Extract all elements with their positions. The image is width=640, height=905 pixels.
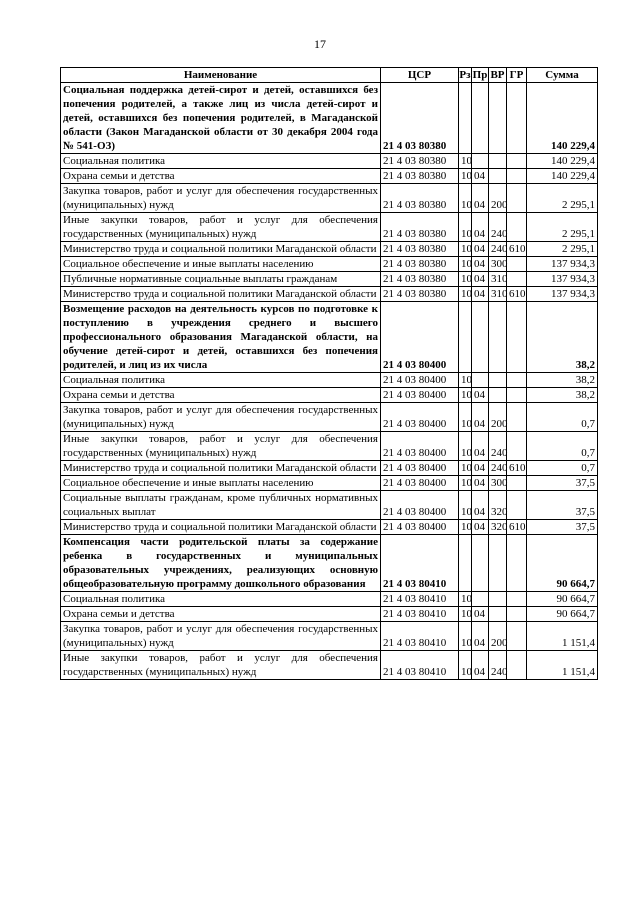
- row-vr-cell: 200: [489, 622, 507, 651]
- row-name-cell: Охрана семьи и детства: [61, 607, 381, 622]
- row-gr-cell: [507, 83, 527, 154]
- header-pr: Пр: [472, 69, 488, 81]
- table-row: [61, 257, 598, 272]
- row-name-cell: Социальная политика: [61, 592, 381, 607]
- header-vr: ВР: [490, 69, 505, 81]
- table-row: [61, 287, 598, 302]
- row-pr-cell: 04: [472, 432, 489, 461]
- row-gr-cell: [507, 213, 527, 242]
- table-row: [61, 302, 598, 373]
- row-vr-cell: [489, 154, 507, 169]
- row-rz-cell: 10: [459, 287, 472, 302]
- row-sum-cell: 140 229,4: [527, 154, 598, 169]
- row-gr-cell: [507, 373, 527, 388]
- row-csr-cell: 21 4 03 80410: [381, 607, 459, 622]
- row-pr-cell: 04: [472, 287, 489, 302]
- row-sum-cell: 1 151,4: [527, 651, 598, 680]
- row-pr-cell: 04: [472, 651, 489, 680]
- row-rz-cell: 10: [459, 169, 472, 184]
- row-rz-cell: 10: [459, 403, 472, 432]
- table-row: [61, 213, 598, 242]
- row-rz-cell: [459, 302, 472, 373]
- row-sum-cell: 90 664,7: [527, 535, 598, 592]
- row-name-cell: Закупка товаров, работ и услуг для обеспечения государственных (муниципальных) нужд: [61, 622, 381, 651]
- row-csr-cell: 21 4 03 80400: [381, 403, 459, 432]
- row-pr-cell: 04: [472, 257, 489, 272]
- row-name-cell: Иные закупки товаров, работ и услуг для обеспечения государственных (муниципальных) нужд: [61, 213, 381, 242]
- row-rz-cell: 10: [459, 432, 472, 461]
- row-csr-cell: 21 4 03 80400: [381, 432, 459, 461]
- table-row: [61, 272, 598, 287]
- row-sum-cell: 90 664,7: [527, 592, 598, 607]
- row-vr-cell: [489, 607, 507, 622]
- row-pr-cell: 04: [472, 213, 489, 242]
- row-name-cell: Социальная политика: [61, 154, 381, 169]
- row-csr-cell: 21 4 03 80400: [381, 302, 459, 373]
- row-rz-cell: 10: [459, 607, 472, 622]
- row-gr-cell: [507, 388, 527, 403]
- table-row: [61, 535, 598, 592]
- row-pr-cell: 04: [472, 607, 489, 622]
- row-rz-cell: 10: [459, 154, 472, 169]
- row-vr-cell: [489, 83, 507, 154]
- page-number: 17: [314, 37, 326, 51]
- row-pr-cell: 04: [472, 388, 489, 403]
- row-name-cell: Охрана семьи и детства: [61, 388, 381, 403]
- row-csr-cell: 21 4 03 80380: [381, 154, 459, 169]
- row-name-cell: Министерство труда и социальной политики Магаданской области: [61, 520, 381, 535]
- table-row: [61, 476, 598, 491]
- row-name-cell: Публичные нормативные социальные выплаты гражданам: [61, 272, 381, 287]
- row-pr-cell: 04: [472, 184, 489, 213]
- row-pr-cell: [472, 535, 489, 592]
- row-name-cell: Иные закупки товаров, работ и услуг для обеспечения государственных (муниципальных) нужд: [61, 432, 381, 461]
- row-sum-cell: 38,2: [527, 302, 598, 373]
- row-csr-cell: 21 4 03 80380: [381, 257, 459, 272]
- row-vr-cell: [489, 592, 507, 607]
- row-gr-cell: [507, 622, 527, 651]
- header-name: Наименование: [61, 68, 381, 83]
- row-csr-cell: 21 4 03 80400: [381, 388, 459, 403]
- table-row: [61, 388, 598, 403]
- row-pr-cell: [472, 373, 489, 388]
- row-gr-cell: [507, 169, 527, 184]
- row-gr-cell: [507, 592, 527, 607]
- row-rz-cell: 10: [459, 592, 472, 607]
- row-csr-cell: 21 4 03 80410: [381, 622, 459, 651]
- header-csr: ЦСР: [381, 68, 459, 83]
- table-header-row: [61, 68, 598, 83]
- row-pr-cell: 04: [472, 272, 489, 287]
- row-sum-cell: 137 934,3: [527, 287, 598, 302]
- row-vr-cell: 300: [489, 257, 507, 272]
- row-csr-cell: 21 4 03 80380: [381, 184, 459, 213]
- row-gr-cell: [507, 432, 527, 461]
- row-sum-cell: 37,5: [527, 520, 598, 535]
- row-rz-cell: 10: [459, 213, 472, 242]
- row-gr-cell: [507, 302, 527, 373]
- row-sum-cell: 2 295,1: [527, 242, 598, 257]
- table-row: [61, 491, 598, 520]
- row-rz-cell: [459, 535, 472, 592]
- row-gr-cell: [507, 154, 527, 169]
- row-gr-cell: [507, 403, 527, 432]
- row-pr-cell: 04: [472, 476, 489, 491]
- row-vr-cell: 320: [489, 520, 507, 535]
- row-csr-cell: 21 4 03 80410: [381, 651, 459, 680]
- row-name-cell: Социальное обеспечение и иные выплаты населению: [61, 476, 381, 491]
- row-rz-cell: 10: [459, 184, 472, 213]
- row-csr-cell: 21 4 03 80400: [381, 476, 459, 491]
- table-row: [61, 607, 598, 622]
- row-vr-cell: 240: [489, 432, 507, 461]
- header-rz: Рз: [459, 69, 471, 81]
- row-csr-cell: 21 4 03 80380: [381, 287, 459, 302]
- row-vr-cell: 320: [489, 491, 507, 520]
- row-name-cell: Закупка товаров, работ и услуг для обеспечения государственных (муниципальных) нужд: [61, 403, 381, 432]
- row-rz-cell: 10: [459, 257, 472, 272]
- row-pr-cell: 04: [472, 169, 489, 184]
- table-row: [61, 651, 598, 680]
- row-pr-cell: 04: [472, 242, 489, 257]
- row-gr-cell: 610: [507, 242, 527, 257]
- table-row: [61, 83, 598, 154]
- row-rz-cell: 10: [459, 491, 472, 520]
- row-pr-cell: 04: [472, 403, 489, 432]
- row-pr-cell: 04: [472, 491, 489, 520]
- table-row: [61, 373, 598, 388]
- row-gr-cell: [507, 607, 527, 622]
- header-sum: Сумма: [527, 68, 598, 83]
- row-vr-cell: [489, 373, 507, 388]
- row-rz-cell: 10: [459, 520, 472, 535]
- table-row: [61, 592, 598, 607]
- row-pr-cell: [472, 154, 489, 169]
- row-sum-cell: 37,5: [527, 476, 598, 491]
- table-body: [61, 83, 598, 680]
- row-name-cell: Социальные выплаты гражданам, кроме публичных нормативных социальных выплат: [61, 491, 381, 520]
- row-sum-cell: 140 229,4: [527, 169, 598, 184]
- row-sum-cell: 0,7: [527, 461, 598, 476]
- table-row: [61, 184, 598, 213]
- table-row: [61, 520, 598, 535]
- row-sum-cell: 38,2: [527, 388, 598, 403]
- row-rz-cell: 10: [459, 388, 472, 403]
- row-name-cell: Иные закупки товаров, работ и услуг для обеспечения государственных (муниципальных) нужд: [61, 651, 381, 680]
- row-gr-cell: [507, 535, 527, 592]
- row-vr-cell: 310: [489, 272, 507, 287]
- table-row: [61, 432, 598, 461]
- row-name-cell: Закупка товаров, работ и услуг для обеспечения государственных (муниципальных) нужд: [61, 184, 381, 213]
- row-csr-cell: 21 4 03 80410: [381, 592, 459, 607]
- table-row: [61, 461, 598, 476]
- row-sum-cell: 2 295,1: [527, 184, 598, 213]
- row-csr-cell: 21 4 03 80400: [381, 373, 459, 388]
- row-pr-cell: 04: [472, 461, 489, 476]
- row-pr-cell: [472, 83, 489, 154]
- table-row: [61, 169, 598, 184]
- row-csr-cell: 21 4 03 80400: [381, 491, 459, 520]
- row-gr-cell: [507, 257, 527, 272]
- row-rz-cell: 10: [459, 373, 472, 388]
- row-vr-cell: [489, 535, 507, 592]
- row-csr-cell: 21 4 03 80380: [381, 169, 459, 184]
- row-vr-cell: 200: [489, 184, 507, 213]
- row-csr-cell: 21 4 03 80400: [381, 461, 459, 476]
- row-sum-cell: 0,7: [527, 403, 598, 432]
- table-row: [61, 154, 598, 169]
- row-name-cell: Социальное обеспечение и иные выплаты населению: [61, 257, 381, 272]
- budget-table: [60, 67, 598, 680]
- row-gr-cell: 610: [507, 461, 527, 476]
- row-vr-cell: 310: [489, 287, 507, 302]
- row-name-cell: Министерство труда и социальной политики Магаданской области: [61, 287, 381, 302]
- row-name-cell: Министерство труда и социальной политики Магаданской области: [61, 242, 381, 257]
- row-vr-cell: 240: [489, 242, 507, 257]
- row-name-cell: Возмещение расходов на деятельность курсов по подготовке к поступлению в учреждения среднего и высшего профессионального образования Магаданской области, на обучение детей-сирот и детей, оставшихся без попечения родителей, и лиц из их числа: [61, 302, 381, 373]
- row-csr-cell: 21 4 03 80380: [381, 213, 459, 242]
- row-vr-cell: [489, 302, 507, 373]
- row-rz-cell: 10: [459, 622, 472, 651]
- row-vr-cell: [489, 388, 507, 403]
- row-rz-cell: 10: [459, 272, 472, 287]
- row-sum-cell: 137 934,3: [527, 257, 598, 272]
- row-name-cell: Компенсация части родительской платы за содержание ребенка в государственных и муниципальных образовательных учреждениях, реализующих основную общеобразовательную программу дошкольного образования: [61, 535, 381, 592]
- row-gr-cell: [507, 476, 527, 491]
- row-gr-cell: [507, 184, 527, 213]
- table-row: [61, 622, 598, 651]
- row-csr-cell: 21 4 03 80400: [381, 520, 459, 535]
- row-sum-cell: 38,2: [527, 373, 598, 388]
- row-vr-cell: 240: [489, 651, 507, 680]
- row-csr-cell: 21 4 03 80380: [381, 242, 459, 257]
- row-sum-cell: 137 934,3: [527, 272, 598, 287]
- row-pr-cell: [472, 302, 489, 373]
- row-csr-cell: 21 4 03 80410: [381, 535, 459, 592]
- row-sum-cell: 90 664,7: [527, 607, 598, 622]
- row-vr-cell: 300: [489, 476, 507, 491]
- row-vr-cell: 240: [489, 461, 507, 476]
- row-gr-cell: 610: [507, 287, 527, 302]
- row-pr-cell: 04: [472, 622, 489, 651]
- row-rz-cell: 10: [459, 242, 472, 257]
- row-pr-cell: 04: [472, 520, 489, 535]
- row-vr-cell: [489, 169, 507, 184]
- row-rz-cell: 10: [459, 476, 472, 491]
- row-vr-cell: 200: [489, 403, 507, 432]
- table-row: [61, 242, 598, 257]
- row-csr-cell: 21 4 03 80380: [381, 272, 459, 287]
- row-rz-cell: 10: [459, 461, 472, 476]
- row-pr-cell: [472, 592, 489, 607]
- row-name-cell: Социальная поддержка детей-сирот и детей, оставшихся без попечения родителей, а также лиц из числа детей-сирот и детей, оставшихся без попечения родителей, в Магаданской области (Закон Магаданской области от 30 декабря 2004 года № 541-ОЗ): [61, 83, 381, 154]
- row-name-cell: Министерство труда и социальной политики Магаданской области: [61, 461, 381, 476]
- row-rz-cell: [459, 83, 472, 154]
- header-gr: ГР: [507, 68, 527, 83]
- row-sum-cell: 140 229,4: [527, 83, 598, 154]
- table-row: [61, 403, 598, 432]
- row-gr-cell: [507, 651, 527, 680]
- row-vr-cell: 240: [489, 213, 507, 242]
- row-csr-cell: 21 4 03 80380: [381, 83, 459, 154]
- row-sum-cell: 0,7: [527, 432, 598, 461]
- row-name-cell: Социальная политика: [61, 373, 381, 388]
- row-gr-cell: 610: [507, 520, 527, 535]
- row-sum-cell: 37,5: [527, 491, 598, 520]
- row-rz-cell: 10: [459, 651, 472, 680]
- row-sum-cell: 2 295,1: [527, 213, 598, 242]
- row-name-cell: Охрана семьи и детства: [61, 169, 381, 184]
- row-sum-cell: 1 151,4: [527, 622, 598, 651]
- row-gr-cell: [507, 491, 527, 520]
- row-gr-cell: [507, 272, 527, 287]
